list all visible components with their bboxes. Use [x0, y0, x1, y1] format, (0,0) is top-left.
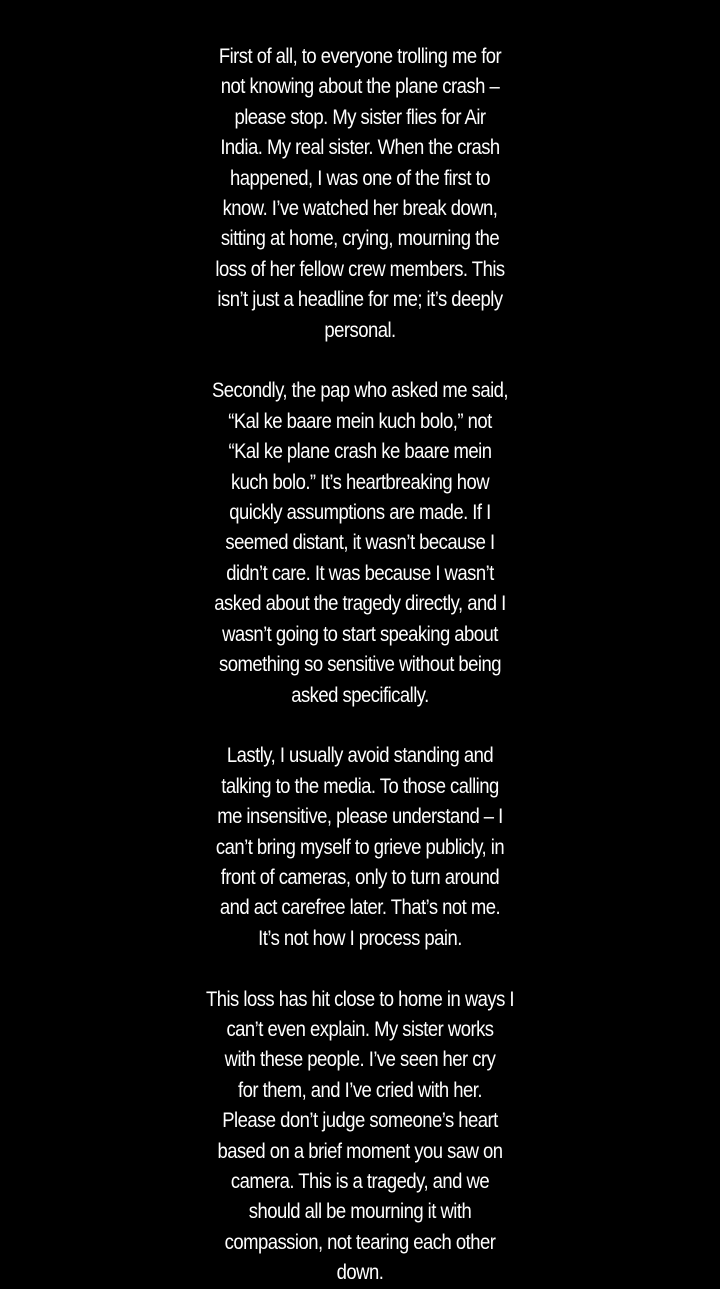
- text-line: happened, I was one of the first to: [230, 166, 490, 190]
- text-line: Please don’t judge someone’s heart: [222, 1109, 498, 1133]
- text-line: talking to the media. To those calling: [221, 774, 499, 798]
- paragraph-pap-question: [43, 376, 677, 710]
- text-line: “Kal ke baare mein kuch bolo,” not: [228, 409, 492, 433]
- text-line: down.: [336, 1261, 384, 1285]
- text-line: can’t even explain. My sister works: [226, 1017, 494, 1041]
- text-line: seemed distant, it wasn’t because I: [225, 531, 495, 555]
- text-line: Lastly, I usually avoid standing and: [226, 744, 494, 768]
- text-line: didn’t care. It was because I wasn’t: [226, 561, 494, 585]
- text-line: quickly assumptions are made. If I: [229, 501, 491, 525]
- text-line: Secondly, the pap who asked me said,: [211, 379, 509, 403]
- text-line: please stop. My sister flies for Air: [234, 105, 486, 129]
- paragraph-media-avoidance: [43, 741, 677, 954]
- text-line: not knowing about the plane crash –: [220, 75, 500, 99]
- text-line: personal.: [324, 318, 396, 342]
- text-line: isn’t just a headline for me; it’s deeply: [217, 288, 503, 312]
- text-line: First of all, to everyone trolling me for: [218, 45, 502, 68]
- text-line: should all be mourning it with: [248, 1200, 472, 1224]
- text-line: sitting at home, crying, mourning the: [220, 227, 500, 251]
- story-text-overlay: [0, 42, 720, 1289]
- paragraph-spacer: [0, 346, 720, 376]
- text-line: wasn’t going to start speaking about: [222, 622, 498, 646]
- text-line: kuch bolo.” It’s heartbreaking how: [230, 470, 490, 494]
- text-line: It’s not how I process pain.: [258, 926, 462, 950]
- text-line: something so sensitive without being: [219, 653, 501, 677]
- text-line: with these people. I’ve seen her cry: [224, 1048, 496, 1072]
- text-line: India. My real sister. When the crash: [220, 136, 500, 160]
- paragraph-plane-crash-response: [43, 42, 677, 346]
- text-line: based on a brief moment you saw on: [217, 1139, 503, 1163]
- text-line: can’t bring myself to grieve publicly, in: [215, 835, 505, 859]
- text-line: know. I’ve watched her break down,: [222, 197, 498, 221]
- paragraph-spacer: [0, 711, 720, 741]
- text-line: front of cameras, only to turn around: [220, 865, 500, 889]
- paragraph-closing: [43, 985, 677, 1289]
- text-line: This loss has hit close to home in ways I: [205, 987, 515, 1011]
- text-line: and act carefree later. That’s not me.: [219, 896, 501, 920]
- text-line: camera. This is a tragedy, and we: [230, 1169, 490, 1193]
- text-line: compassion, not tearing each other: [224, 1230, 496, 1254]
- text-line: asked specifically.: [291, 683, 429, 707]
- text-line: for them, and I’ve cried with her.: [238, 1078, 482, 1102]
- text-line: me insensitive, please understand – I: [217, 805, 503, 829]
- text-line: asked about the tragedy directly, and I: [214, 592, 506, 616]
- text-line: “Kal ke plane crash ke baare mein: [228, 440, 492, 464]
- paragraph-spacer: [0, 954, 720, 984]
- text-line: loss of her fellow crew members. This: [215, 257, 505, 281]
